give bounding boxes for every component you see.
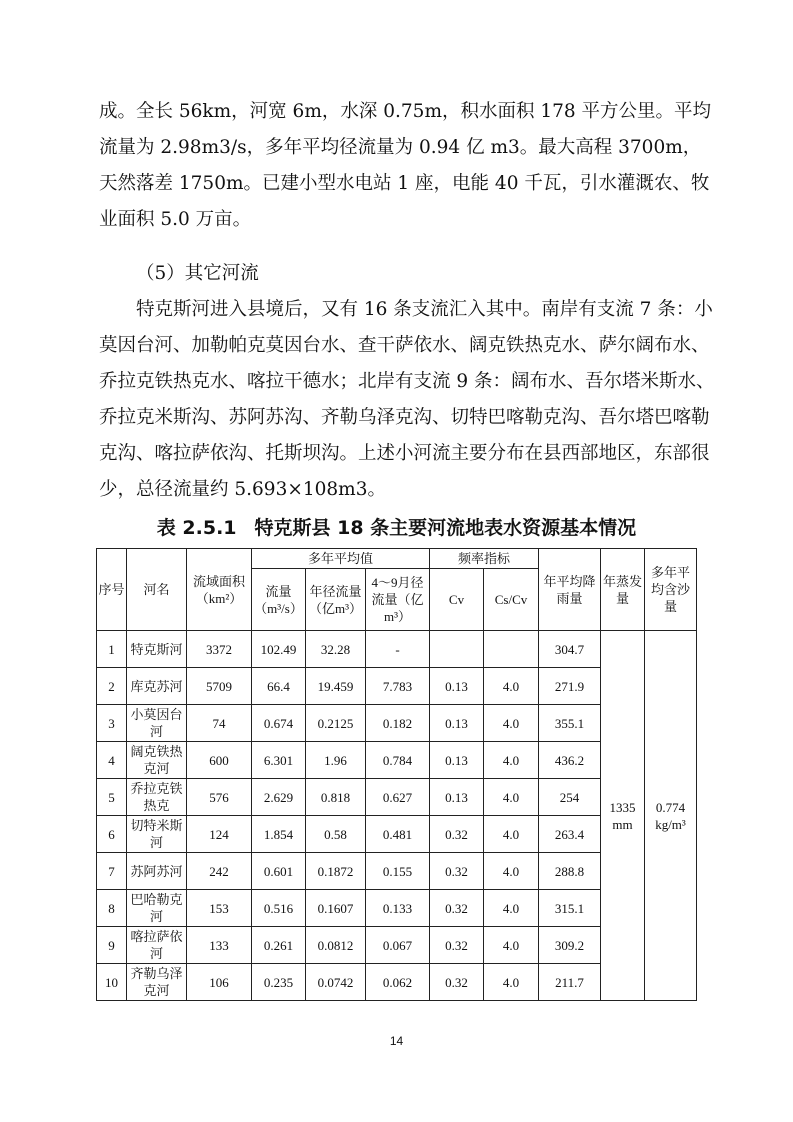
cell-rain: 254 <box>539 779 601 816</box>
header-multi-year: 多年平均值 <box>252 549 430 569</box>
cell-name: 切特米斯河 <box>127 816 187 853</box>
cell-cv: 0.32 <box>430 853 484 890</box>
section-heading: （5）其它河流 <box>136 263 259 284</box>
cell-flow: 2.629 <box>252 779 306 816</box>
page-number: 14 <box>389 1034 404 1048</box>
cell-evaporation: 1335 mm <box>601 631 645 1001</box>
cell-name: 巴哈勒克河 <box>127 890 187 927</box>
cell-seq: 8 <box>97 890 127 927</box>
cell-runoff-49: 0.155 <box>366 853 430 890</box>
cell-runoff-49: 0.062 <box>366 964 430 1001</box>
header-evaporation: 年蒸发量 <box>601 549 645 631</box>
cell-area: 3372 <box>187 631 252 668</box>
cell-area: 600 <box>187 742 252 779</box>
cell-area: 106 <box>187 964 252 1001</box>
cell-rain: 436.2 <box>539 742 601 779</box>
cell-sediment: 0.774 kg/m³ <box>645 631 697 1001</box>
cell-cv: 0.32 <box>430 927 484 964</box>
cell-runoff-49: 0.067 <box>366 927 430 964</box>
cell-name: 齐勒乌泽克河 <box>127 964 187 1001</box>
cell-name: 乔拉克铁热克 <box>127 779 187 816</box>
table-title <box>0 513 793 540</box>
cell-runoff-49: 0.182 <box>366 705 430 742</box>
header-flow: 流量（m³/s） <box>252 569 306 631</box>
cell-cv: 0.32 <box>430 890 484 927</box>
cell-cv: 0.13 <box>430 779 484 816</box>
cell-rain: 304.7 <box>539 631 601 668</box>
cell-flow: 102.49 <box>252 631 306 668</box>
cell-cs-cv: 4.0 <box>484 890 539 927</box>
cell-rain: 288.8 <box>539 853 601 890</box>
cell-runoff: 0.0742 <box>306 964 366 1001</box>
cell-cs-cv: 4.0 <box>484 816 539 853</box>
cell-seq: 1 <box>97 631 127 668</box>
header-runoff-apr-sep: 4～9月径流量（亿m³） <box>366 569 430 631</box>
cell-runoff: 0.1872 <box>306 853 366 890</box>
cell-runoff-49: 7.783 <box>366 668 430 705</box>
cell-cs-cv: 4.0 <box>484 668 539 705</box>
water-resources-table <box>96 548 697 1001</box>
cell-seq: 4 <box>97 742 127 779</box>
cell-name: 特克斯河 <box>127 631 187 668</box>
header-cv: Cv <box>430 569 484 631</box>
header-frequency: 频率指标 <box>430 549 539 569</box>
cell-name: 苏阿苏河 <box>127 853 187 890</box>
cell-runoff: 0.1607 <box>306 890 366 927</box>
table-row <box>97 631 697 668</box>
cell-area: 153 <box>187 890 252 927</box>
cell-flow: 0.235 <box>252 964 306 1001</box>
cell-runoff: 0.58 <box>306 816 366 853</box>
cell-runoff: 0.818 <box>306 779 366 816</box>
cell-cs-cv: 4.0 <box>484 742 539 779</box>
cell-rain: 271.9 <box>539 668 601 705</box>
cell-area: 124 <box>187 816 252 853</box>
cell-area: 133 <box>187 927 252 964</box>
cell-cs-cv: 4.0 <box>484 964 539 1001</box>
cell-cs-cv <box>484 631 539 668</box>
cell-rain: 263.4 <box>539 816 601 853</box>
table-caption: 特克斯县 18 条主要河流地表水资源基本情况 <box>254 517 637 539</box>
cell-flow: 0.674 <box>252 705 306 742</box>
cell-name: 小莫因台河 <box>127 705 187 742</box>
cell-flow: 0.516 <box>252 890 306 927</box>
cell-flow: 6.301 <box>252 742 306 779</box>
header-rainfall: 年平均降雨量 <box>539 549 601 631</box>
header-name: 河名 <box>127 549 187 631</box>
cell-name: 库克苏河 <box>127 668 187 705</box>
cell-runoff: 0.2125 <box>306 705 366 742</box>
cell-cs-cv: 4.0 <box>484 705 539 742</box>
cell-name: 阔克铁热克河 <box>127 742 187 779</box>
cell-area: 242 <box>187 853 252 890</box>
paragraph-2: 特克斯河进入县境后，又有 16 条支流汇入其中。南岸有支流 7 条：小莫因台河、加勒帕克莫因台水、查干萨依水、阔克铁热克水、萨尔阔布水、乔拉克铁热克水、喀拉干德水；北岸有支流 9 条：阔布水、吾尔塔米斯水、乔拉克米斯沟、苏阿苏沟、齐勒乌泽克沟、切特巴喀勒克沟、吾尔塔巴喀勒克沟、喀拉萨依沟、托斯坝沟。上述小河流主要分布在县西部地区，东部很少，总径流量约 5.693×108m3。 <box>99 299 715 500</box>
cell-seq: 10 <box>97 964 127 1001</box>
cell-name: 喀拉萨依河 <box>127 927 187 964</box>
cell-cv: 0.32 <box>430 964 484 1001</box>
cell-area: 5709 <box>187 668 252 705</box>
cell-flow: 0.261 <box>252 927 306 964</box>
cell-rain: 211.7 <box>539 964 601 1001</box>
cell-runoff-49: 0.784 <box>366 742 430 779</box>
cell-cv: 0.13 <box>430 742 484 779</box>
table-number: 表 2.5.1 <box>156 517 237 539</box>
header-cs-cv: Cs/Cv <box>484 569 539 631</box>
cell-runoff: 0.0812 <box>306 927 366 964</box>
cell-flow: 66.4 <box>252 668 306 705</box>
cell-runoff: 19.459 <box>306 668 366 705</box>
cell-runoff: 32.28 <box>306 631 366 668</box>
header-seq: 序号 <box>97 549 127 631</box>
paragraph-1: 成。全长 56km，河宽 6m，水深 0.75m，积水面积 178 平方公里。平均流量为 2.98m3/s，多年平均径流量为 0.94 亿 m3。最大高程 3700m，天然落差 1750m。已建小型水电站 1 座，电能 40 千瓦，引水灌溉农、牧业面积 5.0 万亩。 <box>99 101 712 230</box>
cell-flow: 0.601 <box>252 853 306 890</box>
cell-runoff: 1.96 <box>306 742 366 779</box>
cell-runoff-49: - <box>366 631 430 668</box>
cell-seq: 6 <box>97 816 127 853</box>
cell-cv: 0.13 <box>430 668 484 705</box>
cell-cv: 0.13 <box>430 705 484 742</box>
cell-rain: 315.1 <box>539 890 601 927</box>
cell-runoff-49: 0.133 <box>366 890 430 927</box>
cell-rain: 355.1 <box>539 705 601 742</box>
cell-cs-cv: 4.0 <box>484 927 539 964</box>
cell-runoff-49: 0.481 <box>366 816 430 853</box>
cell-cs-cv: 4.0 <box>484 853 539 890</box>
cell-cs-cv: 4.0 <box>484 779 539 816</box>
cell-seq: 9 <box>97 927 127 964</box>
cell-seq: 3 <box>97 705 127 742</box>
cell-rain: 309.2 <box>539 927 601 964</box>
cell-cv: 0.32 <box>430 816 484 853</box>
cell-runoff-49: 0.627 <box>366 779 430 816</box>
header-area: 流域面积（km²） <box>187 549 252 631</box>
header-sediment: 多年平均含沙量 <box>645 549 697 631</box>
cell-cv <box>430 631 484 668</box>
cell-flow: 1.854 <box>252 816 306 853</box>
cell-seq: 7 <box>97 853 127 890</box>
cell-area: 74 <box>187 705 252 742</box>
cell-seq: 2 <box>97 668 127 705</box>
header-runoff: 年径流量（亿m³） <box>306 569 366 631</box>
cell-area: 576 <box>187 779 252 816</box>
cell-seq: 5 <box>97 779 127 816</box>
